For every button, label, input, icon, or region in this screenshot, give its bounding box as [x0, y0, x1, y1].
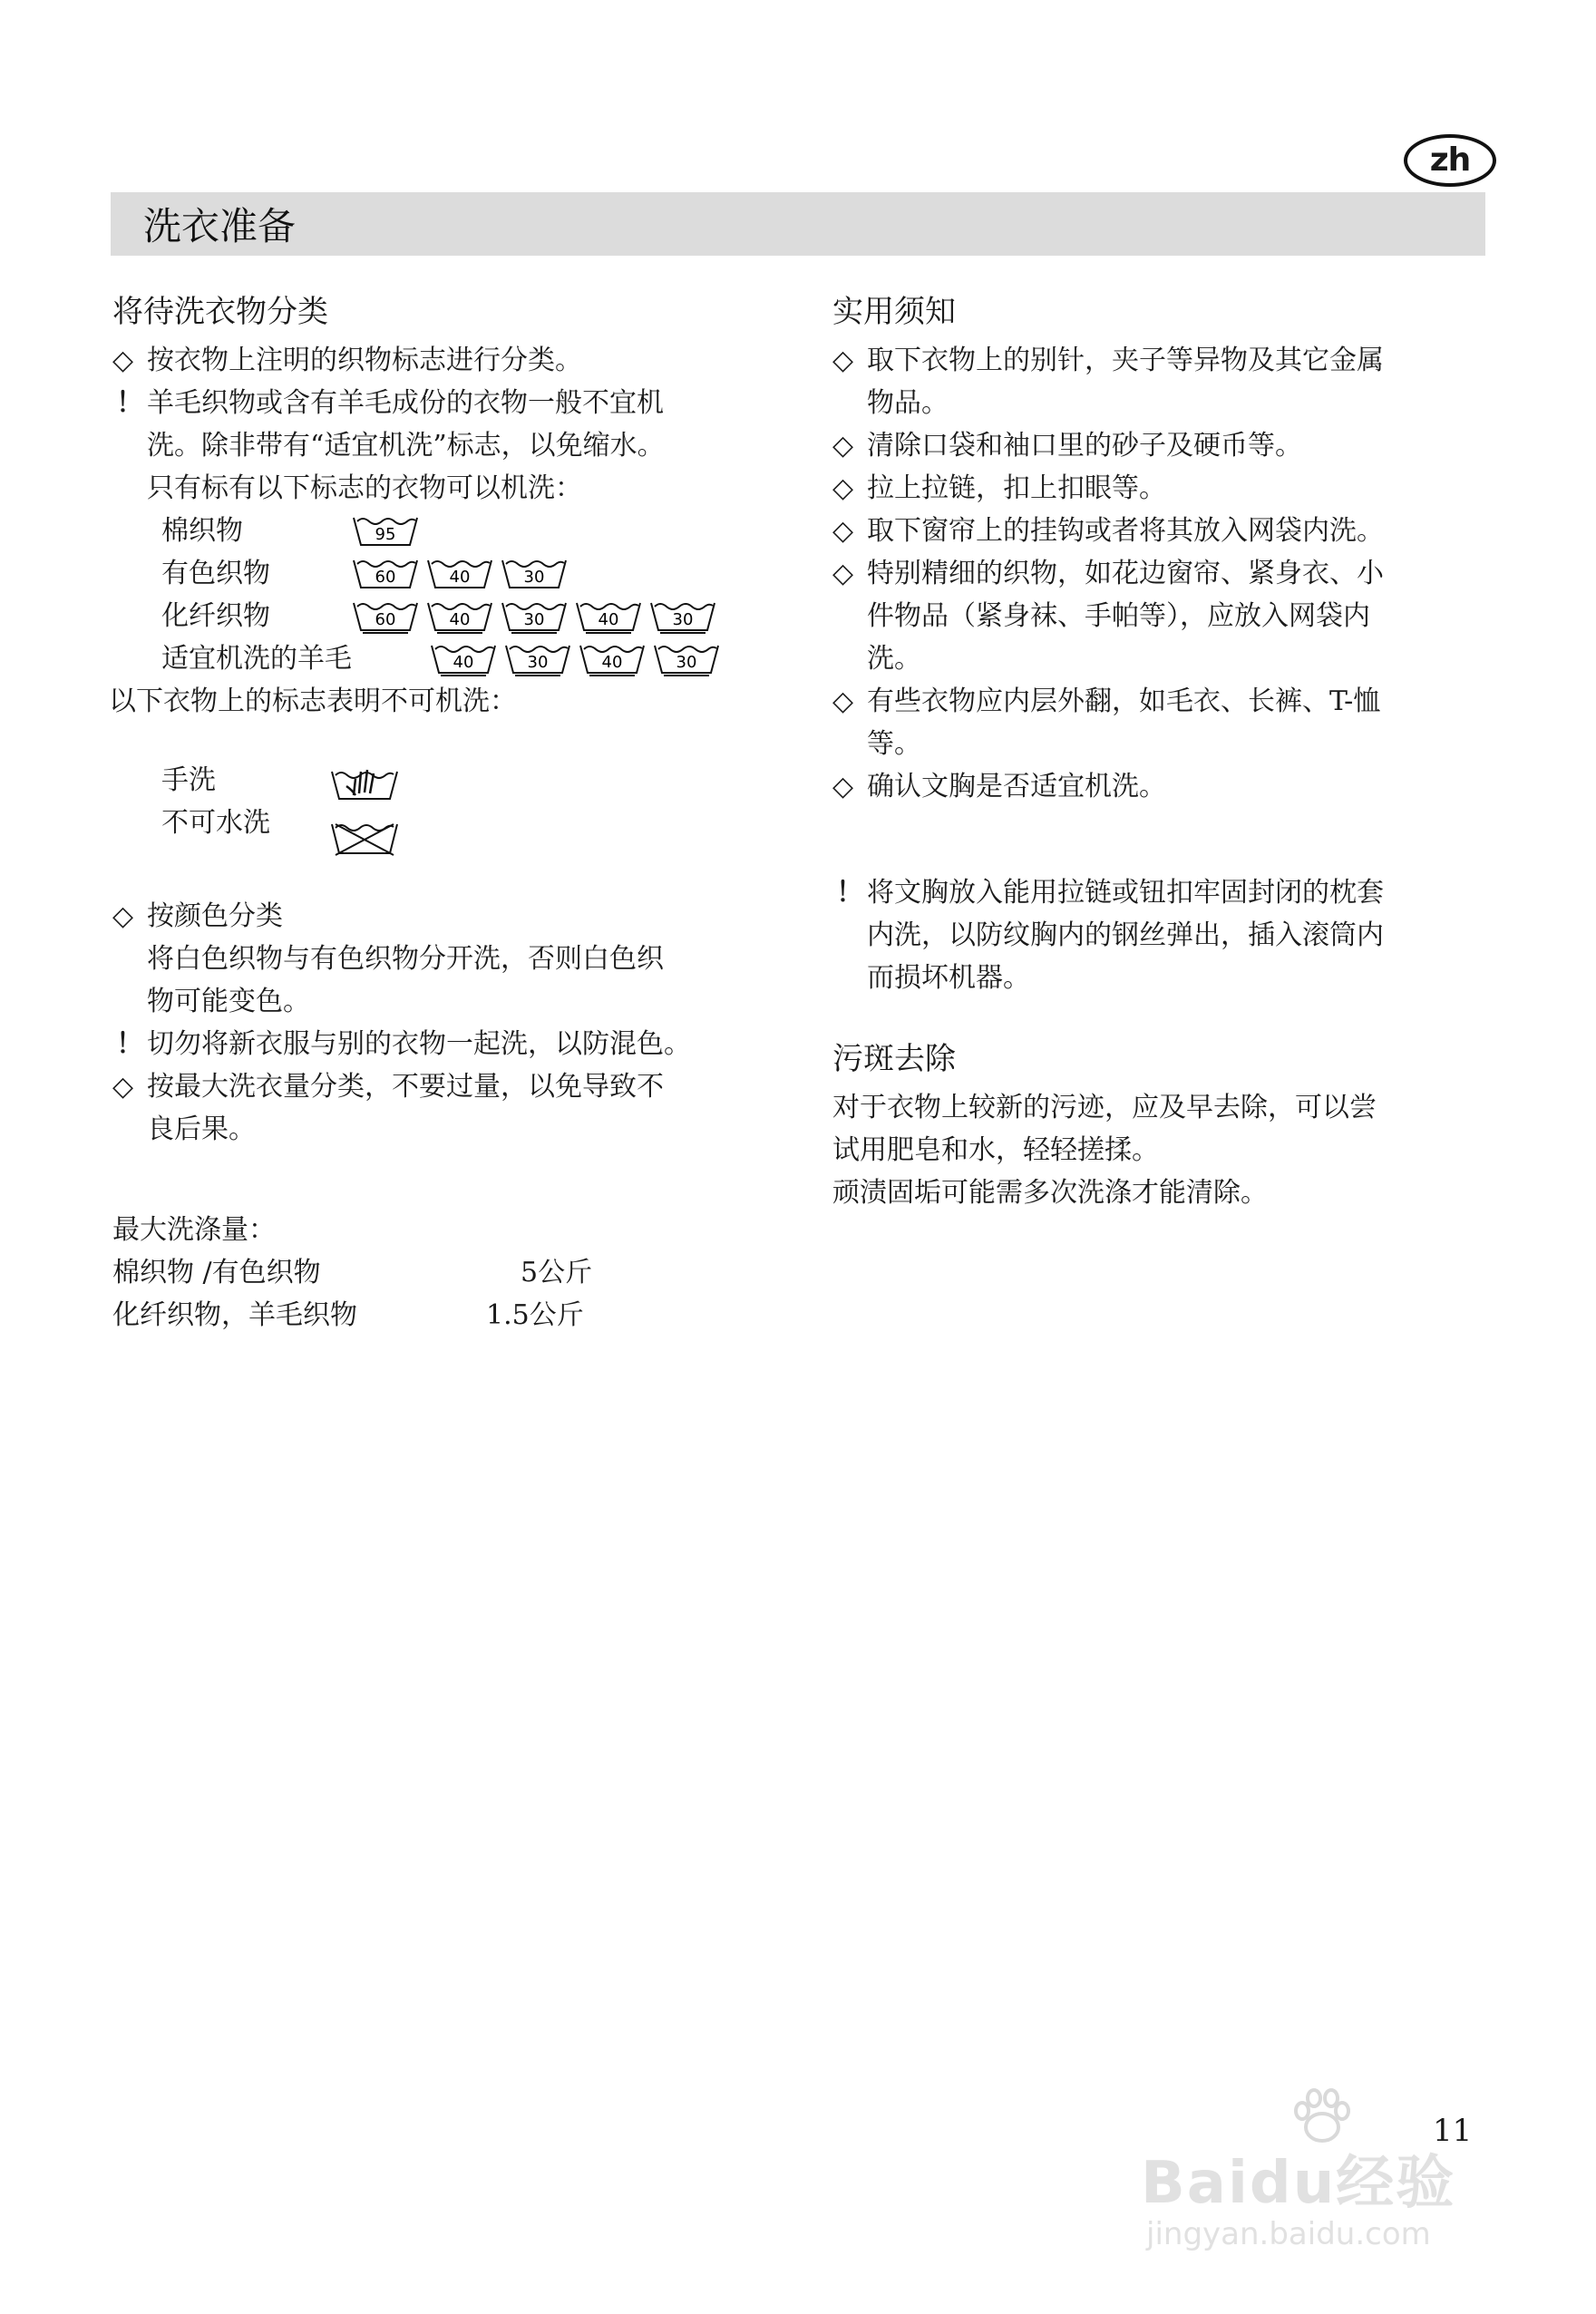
language-badge: zh	[1404, 134, 1496, 187]
list-item-text: 将白色织物与有色织物分开洗，否则白色织	[147, 943, 664, 975]
page-title	[111, 192, 1485, 256]
diamond-bullet: ◇	[832, 430, 854, 462]
list-item-text: 按颜色分类	[147, 900, 283, 932]
list-item-text: 确认文胸是否适宜机洗。	[867, 771, 1166, 802]
svg-text:60: 60	[375, 567, 396, 587]
diamond-bullet: ◇	[832, 685, 854, 717]
list-item	[832, 339, 1493, 424]
wash-tub-40-icon	[426, 556, 493, 592]
symbol-row-synthetic	[112, 595, 802, 637]
diamond-bullet: ◇	[832, 472, 854, 504]
diamond-bullet: ◇	[112, 1071, 134, 1103]
wash-tub-60-icon	[352, 598, 419, 635]
list-item-text: 物可能变色。	[147, 986, 310, 1017]
list-item-text: 取下衣物上的别针，夹子等异物及其它金属	[867, 345, 1384, 376]
hand-wash-label: 手洗	[161, 764, 216, 796]
list-item-text: 而损坏机器。	[867, 962, 1030, 994]
svg-text:40: 40	[449, 567, 471, 587]
diamond-bullet: ◇	[832, 515, 854, 547]
capacity-value: 1.5公斤	[486, 1299, 584, 1331]
svg-text:30: 30	[523, 567, 545, 587]
wash-tub-30-icon	[501, 598, 568, 635]
wash-tub-30-icon	[653, 641, 720, 677]
diamond-bullet: ◇	[832, 558, 854, 589]
list-item	[112, 895, 802, 938]
stain-text: 顽渍固垢可能需多次洗涤才能清除。	[832, 1177, 1268, 1209]
no-wash-label: 不可水洗	[161, 807, 270, 839]
list-item-text: 有些衣物应内层外翻，如毛衣、长裤、T-恤	[867, 685, 1381, 717]
symbol-row-cotton	[112, 510, 802, 552]
wash-tub-40-icon	[575, 598, 642, 635]
diamond-bullet: ◇	[832, 771, 854, 802]
no-machine-wash-symbols	[112, 759, 802, 895]
list-item-text: 良后果。	[147, 1113, 256, 1145]
stain-text: 对于衣物上较新的污迹，应及早去除，可以尝	[832, 1092, 1377, 1123]
svg-text:40: 40	[453, 652, 474, 672]
stain-heading: 污斑去除	[832, 1041, 956, 1077]
hand-wash-icon	[330, 763, 399, 817]
wash-tub-30-icon	[649, 598, 716, 635]
symbol-row-label: 化纤织物	[161, 600, 270, 632]
list-item	[112, 938, 802, 1023]
warning-item	[112, 1023, 802, 1065]
symbol-row-colored	[112, 552, 802, 595]
svg-text:30: 30	[676, 652, 697, 672]
list-item-text: 取下窗帘上的挂钩或者将其放入网袋内洗。	[867, 515, 1384, 547]
list-item-text: 内洗，以防纹胸内的钢丝弹出，插入滚筒内	[867, 919, 1384, 951]
svg-text:40: 40	[598, 609, 619, 629]
capacity-value: 5公斤	[521, 1257, 593, 1288]
diamond-bullet: ◇	[112, 345, 134, 376]
wash-tub-60-icon	[352, 556, 419, 592]
list-item	[832, 424, 1493, 467]
svg-text:30: 30	[527, 652, 549, 672]
list-item-text: 切勿将新衣服与别的衣物一起洗，以防混色。	[147, 1028, 691, 1060]
symbol-row-label: 有色织物	[161, 558, 270, 589]
page-title-text: 洗衣准备	[143, 204, 297, 248]
list-item-text: 洗。	[867, 643, 921, 675]
svg-text:40: 40	[449, 609, 471, 629]
list-item-text: 按衣物上注明的织物标志进行分类。	[147, 345, 582, 376]
capacity-label: 棉织物 /有色织物	[112, 1257, 321, 1288]
list-item-text: 拉上拉链，扣上扣眼等。	[867, 472, 1166, 504]
list-item-text: 特别精细的织物，如花边窗帘、紧身衣、小	[867, 558, 1384, 589]
wash-tub-40-icon	[430, 641, 497, 677]
symbol-row-label: 适宜机洗的羊毛	[161, 643, 352, 675]
left-column	[109, 288, 802, 1337]
warning-item	[832, 871, 1493, 999]
capacity-row	[112, 1294, 802, 1337]
list-item-text: 清除口袋和袖口里的砂子及硬币等。	[867, 430, 1302, 462]
wash-symbol-table	[112, 510, 802, 680]
list-item	[832, 680, 1493, 765]
capacity-row	[112, 1251, 802, 1294]
list-item-text: 羊毛织物或含有羊毛成份的衣物一般不宜机	[147, 387, 664, 419]
list-item-text: 等。	[867, 728, 921, 760]
list-item	[832, 467, 1493, 510]
list-item-text: 按最大洗衣量分类，不要过量，以免导致不	[147, 1071, 664, 1103]
warning-item	[112, 382, 802, 510]
capacity-title: 最大洗涤量：	[112, 1214, 276, 1246]
symbol-row-wool	[112, 637, 802, 680]
tips-heading: 实用须知	[832, 294, 956, 330]
page-number: 11	[1433, 2113, 1473, 2149]
wash-tub-95-icon	[352, 513, 419, 549]
svg-text:30: 30	[672, 609, 694, 629]
list-item-text: 物品。	[867, 387, 949, 419]
watermark-url: jingyan.baidu.com	[1146, 2216, 1431, 2252]
wash-tub-30-icon	[501, 556, 568, 592]
baidu-watermark	[1141, 2086, 1485, 2258]
wash-tub-40-icon	[579, 641, 646, 677]
svg-text:60: 60	[375, 609, 396, 629]
watermark-brand: Baidu经验	[1141, 2150, 1456, 2217]
diamond-bullet: ◇	[832, 345, 854, 376]
diamond-bullet: ◇	[112, 900, 134, 932]
wash-tub-30-icon	[504, 641, 571, 677]
list-item-text: 将文胸放入能用拉链或钮扣牢固封闭的枕套	[867, 877, 1384, 909]
not-machine-washable-text: 以下衣物上的标志表明不可机洗：	[109, 685, 517, 717]
capacity-label: 化纤织物，羊毛织物	[112, 1299, 357, 1331]
sort-heading: 将待洗衣物分类	[112, 294, 328, 330]
right-column	[832, 288, 1493, 1214]
list-item	[112, 1065, 802, 1151]
wash-tub-40-icon	[426, 598, 493, 635]
list-item	[112, 339, 802, 382]
warning-mark: ！	[116, 1028, 143, 1060]
do-not-wash-icon	[330, 819, 399, 873]
list-item	[832, 510, 1493, 552]
svg-text:95: 95	[375, 524, 396, 544]
warning-mark: ！	[116, 387, 143, 419]
warning-mark: ！	[836, 877, 863, 909]
list-item-text: 只有标有以下标志的衣物可以机洗：	[147, 472, 582, 504]
list-item	[832, 552, 1493, 680]
stain-text: 试用肥皂和水，轻轻搓揉。	[832, 1134, 1159, 1166]
list-item	[832, 765, 1493, 808]
svg-text:40: 40	[601, 652, 623, 672]
list-item-text: 件物品（紧身袜、手帕等），应放入网袋内	[867, 600, 1370, 632]
list-item-text: 洗。除非带有“适宜机洗”标志，以免缩水。	[147, 430, 665, 462]
svg-text:30: 30	[523, 609, 545, 629]
symbol-row-label: 棉织物	[161, 515, 243, 547]
